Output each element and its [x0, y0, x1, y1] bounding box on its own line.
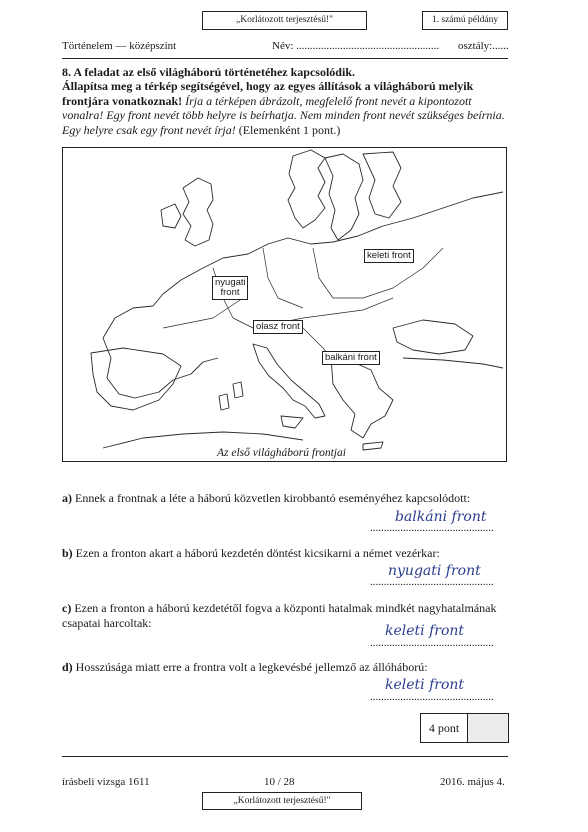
question-a-text: Ennek a frontnak a léte a háború közvetlen kirobbantó eseményéhez kapcsolódott:	[75, 491, 471, 505]
answer-line-d[interactable]: .............................................	[370, 691, 494, 703]
map-label-italian-front: olasz front	[253, 320, 303, 334]
score-box	[420, 713, 509, 743]
footer-exam: írásbeli vizsga 1611	[62, 776, 150, 788]
confidential-text-bottom: „Korlátozott terjesztésű!"	[233, 796, 331, 806]
footer-date: 2016. május 4.	[440, 776, 505, 788]
map-label-eastern-front: keleti front	[364, 249, 414, 263]
instruction-italic-3: Egy helyre csak egy front nevét írja!	[62, 122, 236, 137]
instruction-points: (Elemenként 1 pont.)	[235, 122, 341, 137]
question-d-letter: d)	[62, 660, 73, 674]
question-b-letter: b)	[62, 546, 73, 560]
question-d	[62, 660, 508, 675]
question-b	[62, 546, 508, 561]
copy-number-text: 1. számú példány	[431, 15, 499, 25]
confidential-box-top	[202, 11, 367, 30]
question-a-letter: a)	[62, 491, 72, 505]
instruction-italic-1: Írja a térképen ábrázolt, megfelelő front nevét a kipontozott	[182, 93, 472, 108]
name-field: Név: ....................................................	[272, 40, 440, 52]
instruction-bold: Állapítsa meg a térkép segítségével, hogy az egyes állítások a világháború melyik frontjára vonatkoznak!	[62, 79, 474, 108]
instruction-italic-2: vonalra! Egy front nevét több helyre is beírhatja. Nem minden front nevét szükséges beírnia.	[62, 108, 505, 122]
score-label: 4 pont	[421, 714, 468, 742]
class-field: osztály:......	[458, 40, 509, 52]
confidential-text: „Korlátozott terjesztésű!"	[236, 15, 333, 25]
header-rule	[62, 58, 508, 59]
answer-b: nyugati front	[388, 563, 481, 579]
task-title: 8. A feladat az első világháború történetéhez kapcsolódik.	[62, 65, 355, 79]
question-b-text: Ezen a fronton akart a háború kezdetén döntést kicsikarni a német vezérkar:	[75, 546, 440, 560]
question-d-text: Hosszúsága miatt erre a frontra volt a legkevésbé jellemző az állóháború:	[75, 660, 428, 674]
question-c-text: Ezen a fronton a háború kezdetétől fogva a központi hatalmak mindkét nagyhatalmának	[74, 601, 497, 615]
answer-a: balkáni front	[395, 509, 487, 525]
question-c-text-2: csapatai harcoltak:	[62, 616, 152, 630]
map-label-western-front: nyugati front	[212, 276, 248, 300]
map-drawing	[63, 148, 507, 462]
answer-line-b[interactable]: .............................................	[370, 576, 494, 588]
footer-rule	[62, 756, 508, 757]
question-a	[62, 491, 508, 506]
europe-map	[62, 147, 507, 462]
answer-line-a[interactable]: .............................................	[370, 522, 494, 534]
copy-number-box	[422, 11, 508, 30]
answer-c: keleti front	[385, 623, 465, 639]
footer-page: 10 / 28	[264, 776, 295, 788]
confidential-box-bottom	[202, 792, 362, 810]
task-instructions	[62, 79, 508, 137]
map-caption: Az első világháború frontjai	[213, 447, 350, 459]
answer-d: keleti front	[385, 677, 465, 693]
answer-line-c[interactable]: .............................................	[370, 637, 494, 649]
question-c-letter: c)	[62, 601, 72, 615]
score-fill-cell[interactable]	[468, 714, 508, 742]
map-label-balkan-front: balkáni front	[322, 351, 380, 365]
subject-label: Történelem — középszint	[62, 40, 177, 52]
